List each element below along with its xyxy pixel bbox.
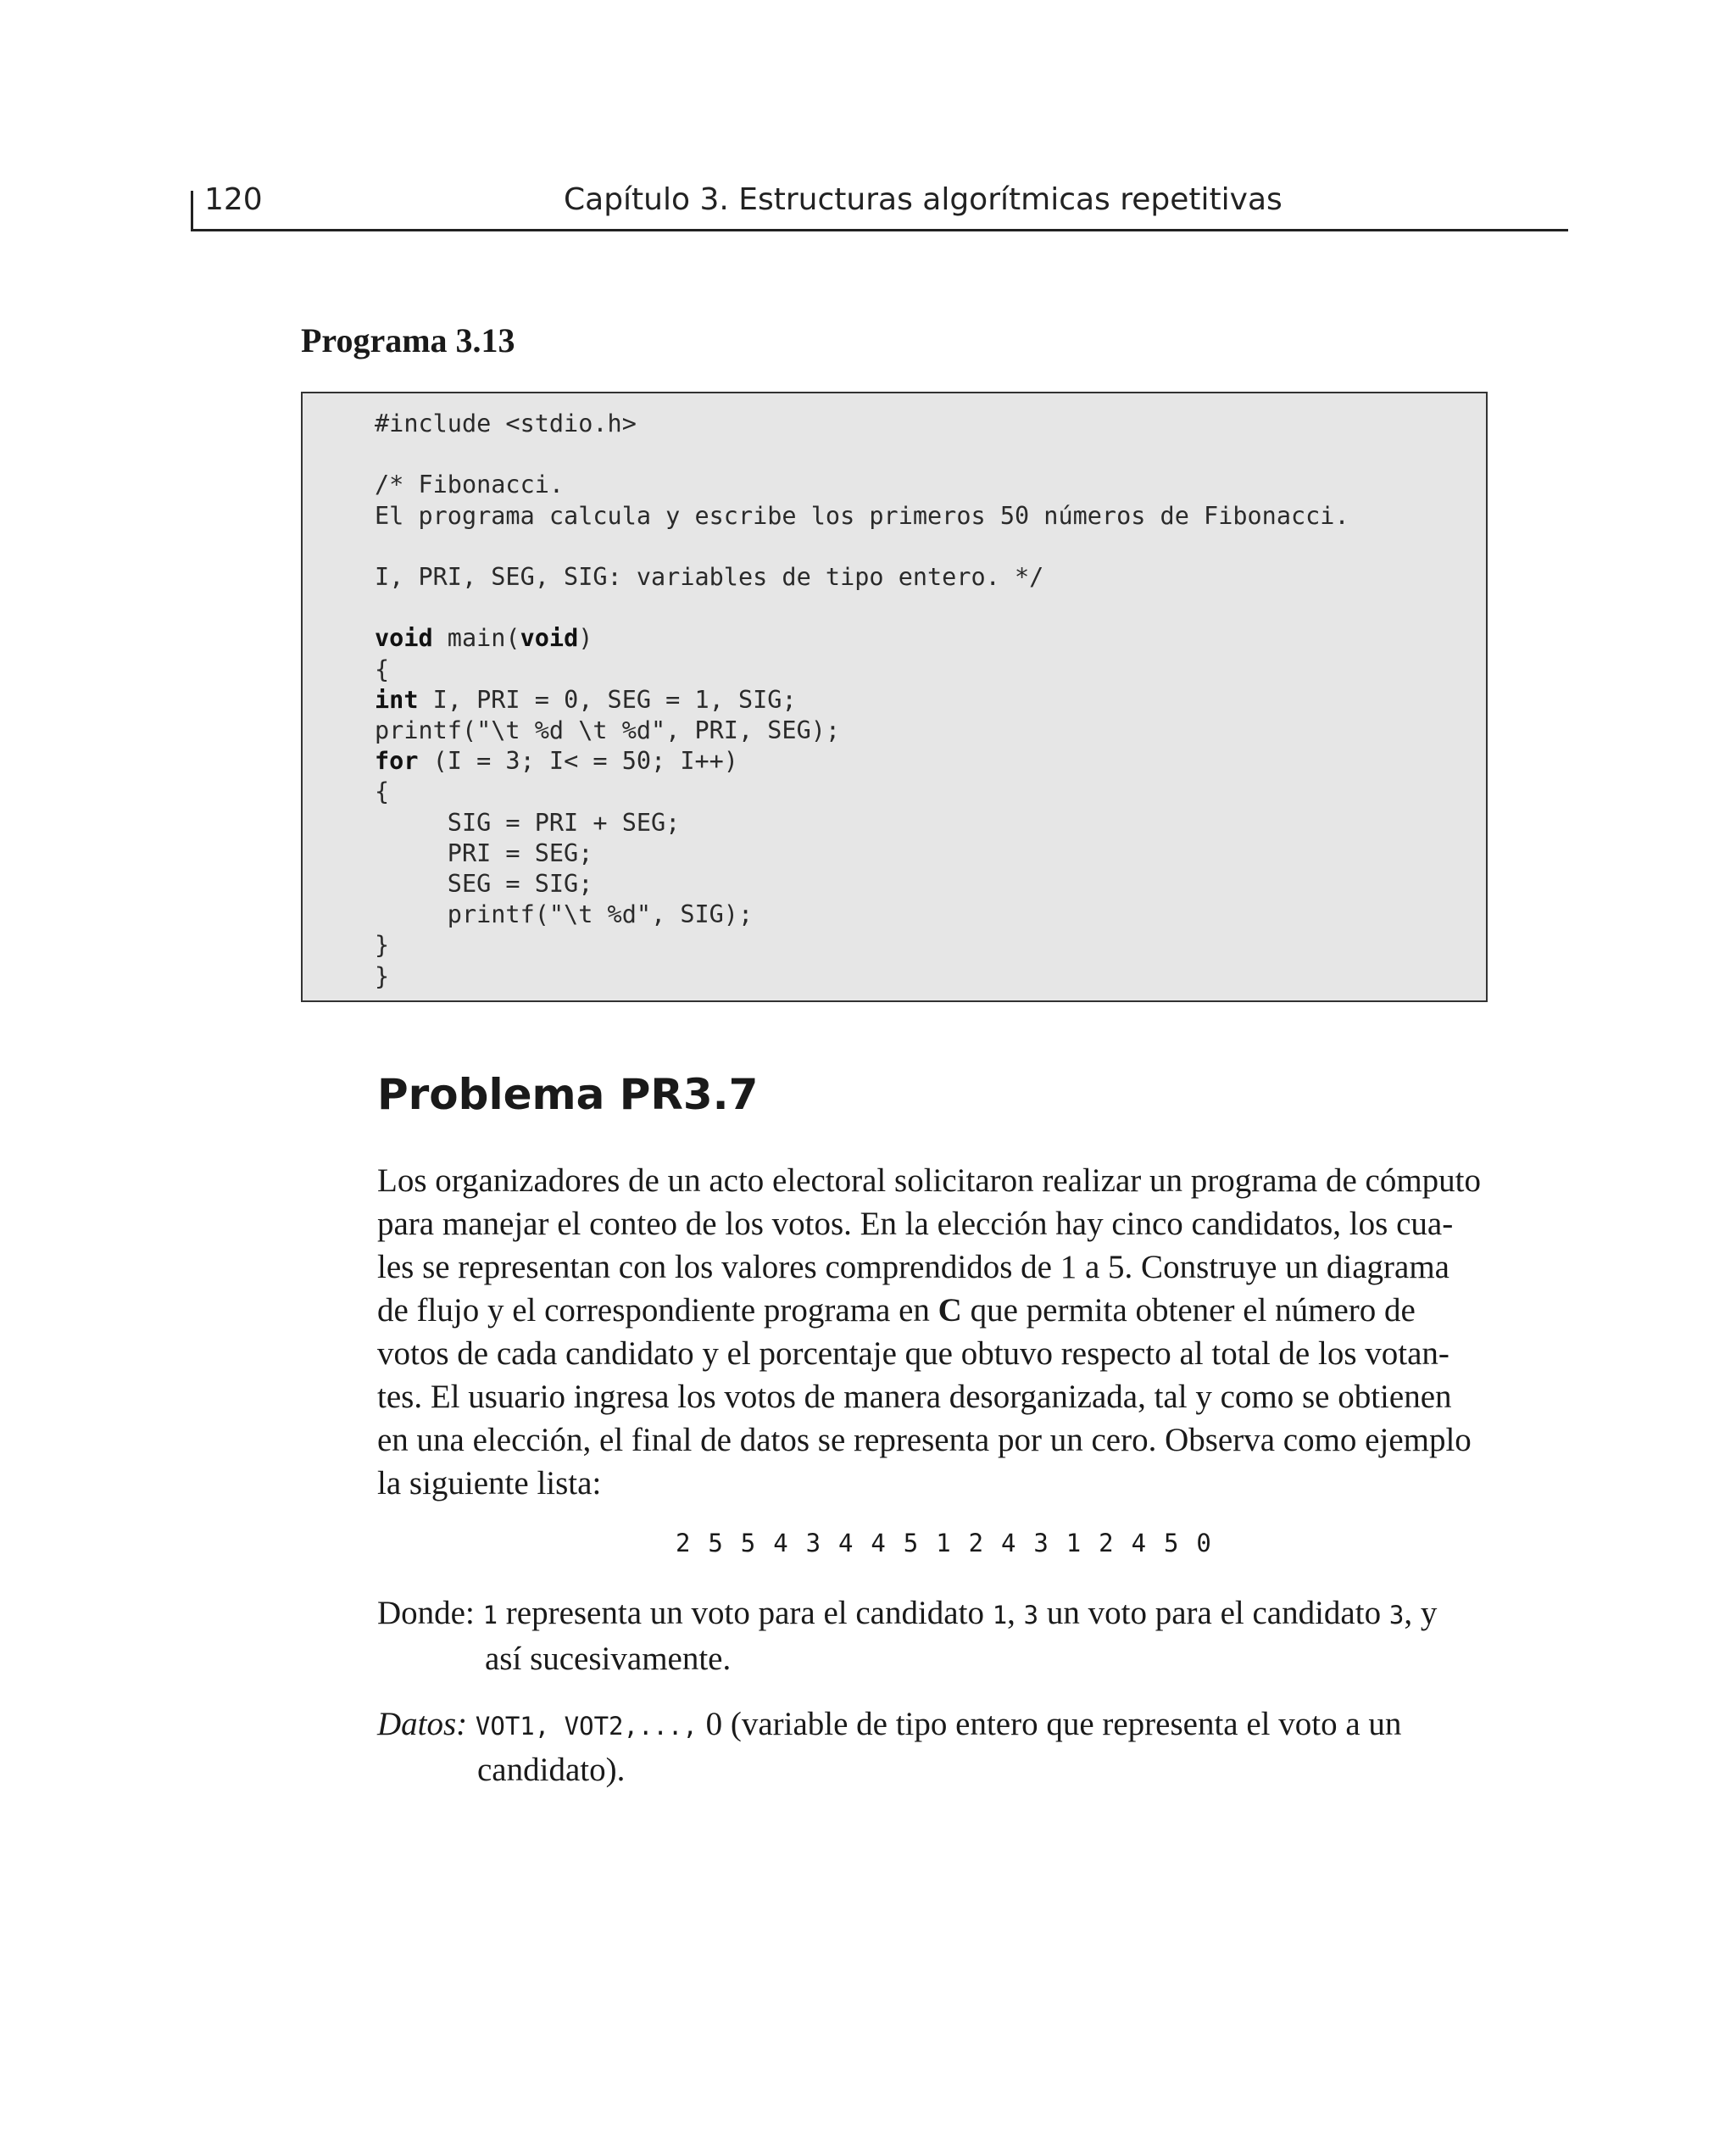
problem-paragraph <box>377 1159 1496 1505</box>
chapter-title: Capítulo 3. Estructuras algorítmicas repetitivas <box>564 182 1283 217</box>
running-header <box>191 174 1568 231</box>
code-line: PRI = SEG; <box>375 838 593 867</box>
code-line: printf("\t %d", SIG); <box>375 900 754 929</box>
datos-text: 0 (variable de tipo entero que representa el voto a un <box>697 1706 1402 1742</box>
example-vote-list: 2 5 5 4 3 4 4 5 1 2 4 3 1 2 4 5 0 <box>676 1529 1211 1557</box>
code-line: #include <stdio.h> <box>375 409 637 437</box>
code-keyword: for <box>375 747 419 776</box>
code-line: SEG = SIG; <box>375 870 593 899</box>
problem-title: Problema PR3.7 <box>377 1070 759 1119</box>
header-corner-rule <box>191 191 193 231</box>
code-line: El programa calcula y escribe los primeros 50 números de Fibonacci. <box>375 501 1349 530</box>
code-line: int I, PRI = 0, SEG = 1, SIG; <box>375 685 797 714</box>
datos-label: Datos: <box>377 1706 468 1742</box>
paragraph-line: la siguiente lista: <box>377 1465 602 1501</box>
code-text <box>375 409 1486 992</box>
paragraph-line: votos de cada candidato y el porcentaje que obtuvo respecto al total de los votan- <box>377 1335 1449 1372</box>
donde-code-3: 3 <box>1023 1601 1039 1630</box>
code-line: { <box>375 655 390 683</box>
code-line: } <box>375 961 390 990</box>
language-letter: C <box>938 1292 962 1329</box>
problem-statement <box>377 1159 1496 1505</box>
page-number: 120 <box>204 182 263 217</box>
code-line: I, PRI, SEG, SIG: variables de tipo entero. */ <box>375 563 1044 592</box>
code-line: printf("\t %d \t %d", PRI, SEG); <box>375 716 841 745</box>
paragraph-line: en una elección, el final de datos se representa por un cero. Observa como ejemplo <box>377 1422 1472 1458</box>
code-keyword: void <box>375 624 433 653</box>
code-line: void main(void) <box>375 624 593 653</box>
datos-code: VOT1, VOT2,..., <box>475 1712 698 1741</box>
paragraph-line: les se representan con los valores comprendidos de 1 a 5. Construye un diagrama <box>377 1249 1449 1285</box>
donde-text-3: un voto para el candidato <box>1038 1595 1389 1631</box>
code-line: } <box>375 931 390 960</box>
program-title: Programa 3.13 <box>301 321 515 359</box>
donde-text-1: representa un voto para el candidato <box>498 1595 993 1631</box>
code-line: { <box>375 777 390 806</box>
donde-code-2: 1 <box>992 1601 1008 1630</box>
paragraph-line: para manejar el conteo de los votos. En la elección hay cinco candidatos, los cua- <box>377 1206 1454 1242</box>
donde-note <box>377 1591 1496 1680</box>
code-line: SIG = PRI + SEG; <box>375 808 681 837</box>
paragraph-line: Los organizadores de un acto electoral solicitaron realizar un programa de cómputo <box>377 1162 1482 1199</box>
code-keyword: void <box>520 624 579 653</box>
datos-note <box>377 1702 1496 1791</box>
paragraph-line: de flujo y el correspondiente programa en C que permita obtener el número de <box>377 1292 1416 1329</box>
donde-continuation: así sucesivamente. <box>485 1641 732 1677</box>
donde-text-2: , <box>1007 1595 1024 1631</box>
code-line: /* Fibonacci. <box>375 471 565 499</box>
code-line: for (I = 3; I< = 50; I++) <box>375 747 738 776</box>
datos-continuation: candidato). <box>477 1752 626 1788</box>
paragraph-line: tes. El usuario ingresa los votos de manera desorganizada, tal y como se obtienen <box>377 1379 1452 1415</box>
code-keyword: int <box>375 685 419 714</box>
donde-code-1: 1 <box>482 1601 498 1630</box>
donde-label: Donde: <box>377 1595 475 1631</box>
code-listing <box>301 392 1488 1002</box>
donde-text-4: , y <box>1404 1595 1438 1631</box>
donde-code-4: 3 <box>1388 1601 1405 1630</box>
